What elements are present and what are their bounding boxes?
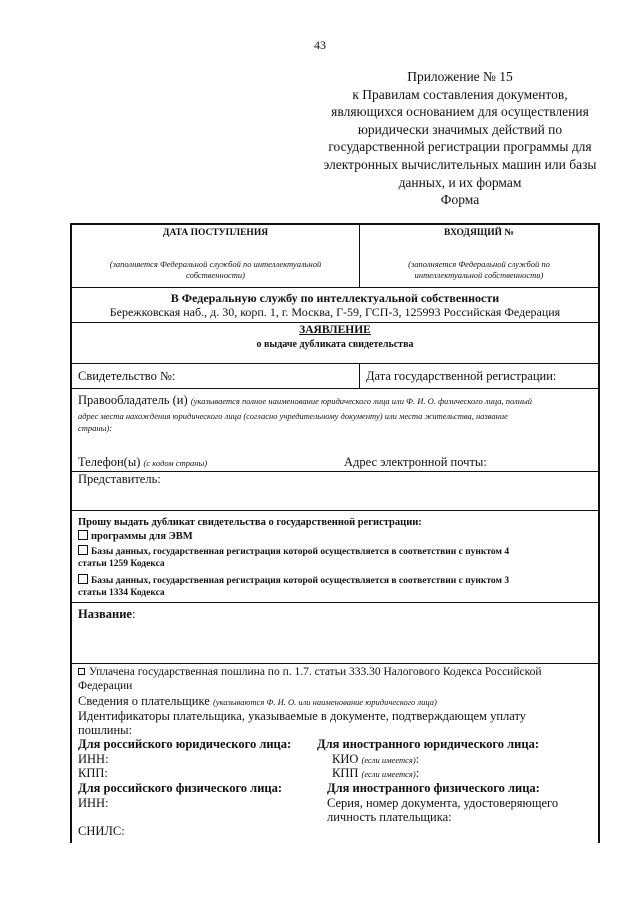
certificate-divider — [359, 363, 360, 388]
option-database-3 — [78, 574, 509, 586]
divider — [72, 388, 598, 389]
divider — [72, 510, 598, 511]
title-colon: : — [131, 607, 136, 621]
identity-doc-label-line-2: личность плательщика: — [327, 810, 452, 824]
title-label: Название — [78, 607, 132, 621]
phone-note: (с кодом страны) — [143, 458, 208, 468]
holder-note-2: адрес места нахождения юридического лица (согласно учредительному документу) или места жительства, название — [78, 411, 508, 421]
page-number: 43 — [314, 38, 326, 52]
fee-label-line-2: Федерации — [78, 680, 133, 692]
kpp-foreign-field — [332, 766, 419, 781]
holder-label: Правообладатель (и) — [78, 393, 188, 407]
payer-info — [78, 694, 437, 709]
ru-individual-title: Для российского физического лица: — [78, 781, 283, 795]
appendix-line: являющихся основанием для осуществления — [331, 104, 589, 120]
title-block — [78, 607, 135, 622]
incoming-number-label: ВХОДЯЩИЙ № — [444, 228, 514, 238]
fee-paid — [78, 666, 542, 678]
divider — [72, 663, 598, 664]
fee-checkbox[interactable] — [78, 668, 85, 675]
form-label: Форма — [440, 192, 480, 208]
statement-title: ЗАЯВЛЕНИЕ — [299, 324, 371, 336]
phone-label: Телефон(ы) — [78, 455, 141, 469]
addressee-address: Бережковская наб., д. 30, корп. 1, г. Москва, Г-59, ГСП-3, 125993 Российская Федерация — [109, 305, 561, 319]
statement-subtitle: о выдаче дубликата свидетельства — [256, 339, 414, 350]
software-checkbox[interactable] — [78, 530, 88, 540]
payer-note: (указываются Ф. И. О. или наименование юридического лица) — [212, 697, 437, 707]
kio-if-any: (если имеется) — [361, 755, 416, 765]
email-label: Адрес электронной почты: — [344, 455, 487, 469]
receipt-date-label: ДАТА ПОСТУПЛЕНИЯ — [162, 228, 269, 238]
fee-label: Уплачена государственная пошлина по п. 1.7. статьи 333.30 Налогового Кодекса Российской — [89, 666, 542, 678]
ru-legal-entity-title: Для российского юридического лица: — [78, 737, 292, 751]
database-3-checkbox[interactable] — [78, 574, 88, 584]
appendix-line: к Правилам составления документов, — [352, 86, 568, 102]
kio-field — [332, 752, 419, 767]
payer-ids-label: Идентификаторы плательщика, указываемые в документе, подтверждающем уплату — [78, 709, 527, 723]
appendix-header — [300, 68, 620, 209]
foreign-individual-title: Для иностранного физического лица: — [327, 781, 540, 795]
application-form — [70, 223, 600, 843]
kpp-foreign-colon: : — [415, 766, 420, 780]
divider — [72, 363, 598, 364]
snils-label: СНИЛС: — [78, 824, 125, 838]
kpp-foreign-label: КПП — [332, 766, 359, 780]
payer-ids-label-line-2: пошлины: — [78, 723, 133, 737]
holder-note-1: (указывается полное наименование юридического лица или Ф. И. О. физического лица, полный — [190, 396, 532, 406]
payer-label: Сведения о плательщике — [78, 694, 210, 708]
kpp-label: КПП: — [78, 766, 108, 780]
option-database-4-label: Базы данных, государственная регистрация которой осуществляется в соответствии с пунктом 4 — [91, 547, 510, 557]
appendix-line: электронных вычислительных машин или базы — [323, 156, 597, 172]
identity-doc-label: Серия, номер документа, удостоверяющего — [327, 796, 559, 810]
database-4-checkbox[interactable] — [78, 545, 88, 555]
incoming-note-2: интеллектуальной собственности) — [414, 270, 544, 280]
holder-block — [78, 393, 532, 408]
inn-individual-label: ИНН: — [78, 796, 109, 810]
option-database-3-label: Базы данных, государственная регистрация которой осуществляется в соответствии с пунктом 3 — [91, 576, 510, 586]
kpp-if-any: (если имеется) — [361, 769, 416, 779]
phone-block — [78, 455, 207, 470]
divider — [72, 287, 598, 288]
inn-label: ИНН: — [78, 752, 109, 766]
option-software-label: программы для ЭВМ — [91, 531, 193, 542]
receipt-date-note-1: (заполняется Федеральной службой по интеллектуальной — [109, 259, 322, 269]
registration-date-label: Дата государственной регистрации: — [366, 369, 557, 383]
incoming-note-1: (заполняется Федеральной службой по — [408, 259, 550, 269]
receipt-date-note-2: собственности) — [186, 270, 245, 280]
option-database-4-line-2: статьи 1259 Кодекса — [78, 559, 165, 569]
kio-colon: : — [415, 752, 420, 766]
kio-label: КИО — [332, 752, 359, 766]
appendix-line: государственной регистрации программы для — [328, 139, 592, 155]
divider — [72, 322, 598, 323]
option-database-4 — [78, 545, 509, 557]
holder-note-3: страны): — [78, 423, 113, 433]
request-title: Прошу выдать дубликат свидетельства о государственной регистрации: — [78, 517, 422, 528]
certificate-number-label: Свидетельство №: — [78, 369, 176, 383]
appendix-line: данных, и их формам — [398, 174, 522, 190]
divider — [72, 602, 598, 603]
foreign-legal-entity-title: Для иностранного юридического лица: — [317, 737, 539, 751]
option-software — [78, 530, 193, 542]
option-database-3-line-2: статьи 1334 Кодекса — [78, 588, 165, 598]
representative-label: Представитель: — [78, 472, 161, 486]
addressee-name: В Федеральную службу по интеллектуальной собственности — [170, 291, 500, 305]
appendix-line: юридически значимых действий по — [357, 121, 563, 137]
appendix-line: Приложение № 15 — [407, 69, 513, 84]
